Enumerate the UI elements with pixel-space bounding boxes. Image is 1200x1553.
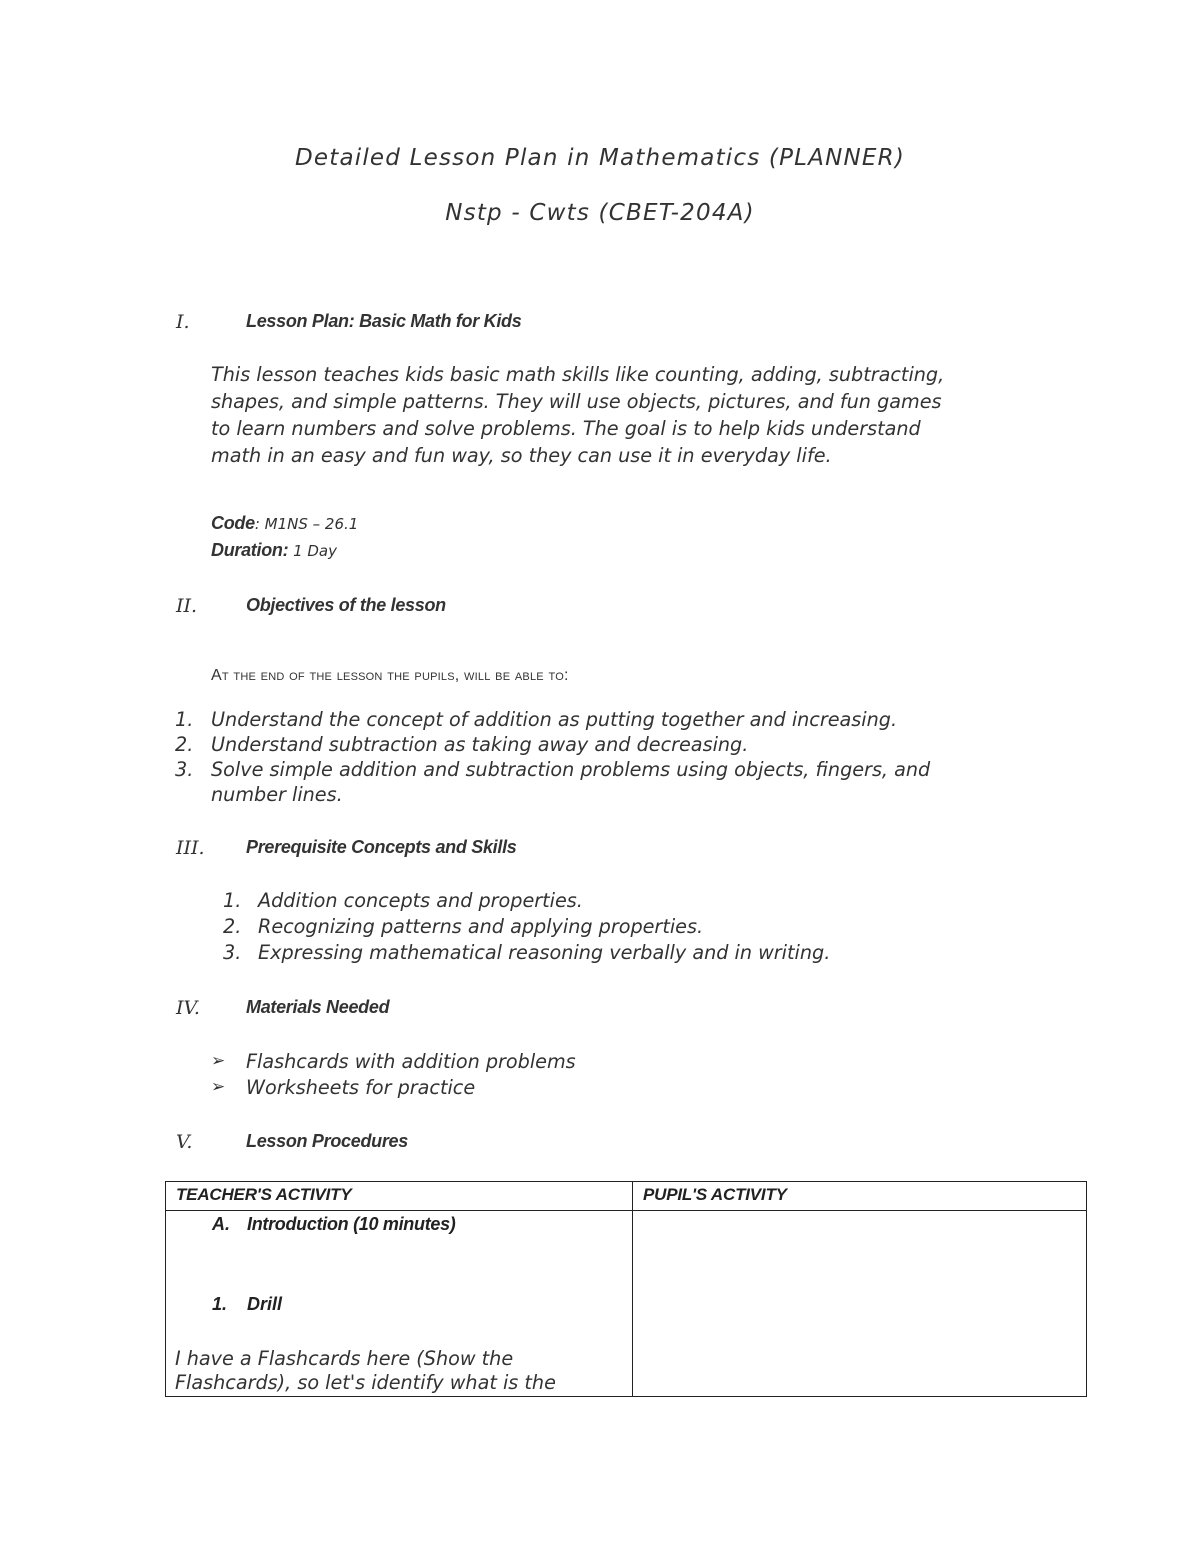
section-2-heading: Objectives of the lesson <box>246 595 446 615</box>
section-5-numeral: V. <box>176 1131 193 1153</box>
pupil-activity-cell <box>633 1211 1087 1397</box>
drill-number: 1. <box>212 1294 228 1314</box>
section-2-numeral: II. <box>176 595 198 617</box>
arrowhead-bullet-icon: ➢ <box>211 1077 226 1097</box>
objective-text-continued: number lines. <box>211 783 343 806</box>
prerequisite-text: Addition concepts and properties. <box>258 889 583 912</box>
duration-line <box>211 540 337 561</box>
drill-heading: Drill <box>247 1294 283 1314</box>
objective-text: Understand subtraction as taking away and decreasing. <box>211 733 749 756</box>
table-row <box>166 1211 1087 1397</box>
teacher-activity-cell <box>166 1211 633 1397</box>
lesson-procedures-table <box>165 1181 1087 1397</box>
code-value: : M1NS – 26.1 <box>254 515 359 533</box>
paragraph-line: to learn numbers and solve problems. The goal is to help kids understand <box>211 417 921 440</box>
prerequisite-number: 2. <box>223 915 242 938</box>
teacher-activity-header: TEACHER'S ACTIVITY <box>166 1182 633 1211</box>
section-1-numeral: I. <box>176 311 190 333</box>
code-label: Code <box>211 513 255 533</box>
section-4-heading: Materials Needed <box>246 997 390 1017</box>
objective-number: 1. <box>175 708 194 731</box>
section-4-numeral: IV. <box>176 997 200 1019</box>
table-header-row <box>166 1182 1087 1211</box>
teacher-text-line: Flashcards), so let's identify what is the <box>175 1371 556 1394</box>
duration-value: 1 Day <box>288 542 337 560</box>
objective-text: Solve simple addition and subtraction problems using objects, fingers, and <box>211 758 931 781</box>
section-3-numeral: III. <box>176 837 205 859</box>
prerequisite-text: Expressing mathematical reasoning verbally and in writing. <box>258 941 831 964</box>
arrowhead-bullet-icon: ➢ <box>211 1051 226 1071</box>
material-text: Flashcards with addition problems <box>246 1050 576 1073</box>
introduction-heading: Introduction (10 minutes) <box>247 1214 456 1234</box>
pupil-activity-header: PUPIL'S ACTIVITY <box>633 1182 1087 1211</box>
duration-label: Duration: <box>211 540 289 560</box>
objective-number: 3. <box>175 758 194 781</box>
prerequisite-text: Recognizing patterns and applying properties. <box>258 915 704 938</box>
subsection-letter: A. <box>212 1214 230 1234</box>
objective-text: Understand the concept of addition as putting together and increasing. <box>211 708 898 731</box>
objectives-intro: At the end of the lesson the pupils, will be able to: <box>211 667 569 684</box>
section-1-heading: Lesson Plan: Basic Math for Kids <box>246 311 522 331</box>
teacher-text-line: I have a Flashcards here (Show the <box>175 1347 514 1370</box>
material-text: Worksheets for practice <box>246 1076 476 1099</box>
prerequisite-number: 1. <box>223 889 242 912</box>
objective-number: 2. <box>175 733 194 756</box>
paragraph-line: This lesson teaches kids basic math skills like counting, adding, subtracting, <box>211 363 945 386</box>
prerequisite-number: 3. <box>223 941 242 964</box>
section-5-heading: Lesson Procedures <box>246 1131 408 1151</box>
section-1-paragraph <box>211 361 1057 469</box>
paragraph-line: math in an easy and fun way, so they can use it in everyday life. <box>211 444 832 467</box>
paragraph-line: shapes, and simple patterns. They will use objects, pictures, and fun games <box>211 390 942 413</box>
section-3-heading: Prerequisite Concepts and Skills <box>246 837 517 857</box>
document-title: Detailed Lesson Plan in Mathematics (PLANNER) <box>294 145 906 171</box>
document-subtitle: Nstp - Cwts (CBET-204A) <box>445 200 755 226</box>
code-line <box>211 513 358 534</box>
